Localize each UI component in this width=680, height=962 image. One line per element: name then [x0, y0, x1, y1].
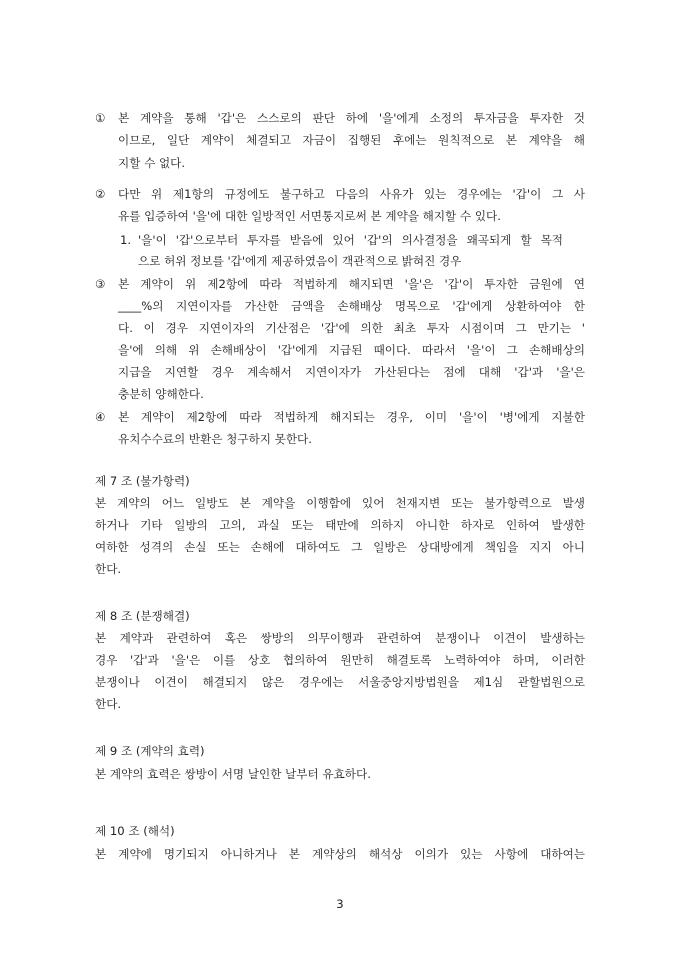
article-heading: 제 7 조 (불가항력): [95, 474, 190, 488]
clause-text-line: 으로 허위 정보를 '갑'에게 제공하였음이 객관적으로 밝혀진 경우: [138, 254, 462, 268]
clause-text-line: ____%의 지연이자를 가산한 금액을 손해배상 명목으로 '갑'에게 상환하여야 한: [118, 299, 585, 313]
article-heading: 제 9 조 (계약의 효력): [95, 744, 205, 758]
clause-marker: 1.: [120, 233, 132, 247]
clause-text-line: 지할 수 없다.: [118, 156, 186, 170]
article-text-line: 본 계약과 관련하여 혹은 쌍방의 의무이행과 관련하여 분쟁이나 이견이 발생하는: [95, 631, 585, 645]
clause-text-line: 유치수수료의 반환은 청구하지 못한다.: [118, 432, 312, 446]
article-text-line: 분쟁이나 이견이 해결되지 않은 경우에는 서울중앙지방법원을 제1심 관할법원으로: [95, 675, 585, 689]
page-number: 3: [336, 897, 344, 911]
clause-text-line: 본 계약을 통해 '갑'은 스스로의 판단 하에 '을'에게 소정의 투자금을 투자한 것: [118, 111, 585, 125]
clause-text-line: 충분히 양해한다.: [118, 387, 204, 401]
clause-marker: ①: [95, 111, 106, 125]
clause-text-line: 본 계약이 제2항에 따라 적법하게 해지되는 경우, 이미 '을'이 '병'에게 지불한: [118, 410, 585, 424]
clause-text-line: 본 계약이 위 제2항에 따라 적법하게 해지되면 '을'은 '갑'이 투자한 금원에 연: [118, 277, 585, 291]
clause-text-line: 다만 위 제1항의 규정에도 불구하고 다음의 사유가 있는 경우에는 '갑'이 그 사: [118, 187, 585, 201]
article-text-line: 본 계약의 효력은 쌍방이 서명 날인한 날부터 유효하다.: [95, 767, 371, 781]
clause-text-line: 지급을 지연할 경우 계속해서 지연이자가 가산된다는 점에 대해 '갑'과 '을'은: [118, 365, 585, 379]
article-heading: 제 8 조 (분쟁해결): [95, 609, 190, 623]
clause-marker: ②: [95, 187, 106, 201]
clause-text-line: 다. 이 경우 지연이자의 기산점은 '갑'에 의한 최초 투자 시점이며 그 만기는 ': [118, 321, 585, 335]
article-text-line: 본 계약의 어느 일방도 본 계약을 이행함에 있어 천재지변 또는 불가항력으로 발생: [95, 496, 585, 510]
article-text-line: 한다.: [95, 697, 122, 711]
clause-text-line: '을'이 '갑'으로부터 투자를 받음에 있어 '갑'의 의사결정을 왜곡되게 할 목적: [138, 233, 563, 247]
clause-text-line: 유를 입증하여 '을'에 대한 일방적인 서면통지로써 본 계약을 해지할 수 있다.: [118, 209, 501, 223]
clause-marker: ③: [95, 277, 106, 291]
article-text-line: 본 계약에 명기되지 아니하거나 본 계약상의 해석상 이의가 있는 사항에 대하여는: [95, 847, 585, 861]
clause-marker: ④: [95, 410, 106, 424]
clause-text-line: 이므로, 일단 계약이 체결되고 자금이 집행된 후에는 원칙적으로 본 계약을 해: [118, 133, 585, 147]
article-heading: 제 10 조 (해석): [95, 824, 175, 838]
article-text-line: 여하한 성격의 손실 또는 손해에 대하여도 그 일방은 상대방에게 책임을 지지 아니: [95, 540, 585, 554]
clause-text-line: 을'에 의해 위 손해배상이 '갑'에게 지급된 때이다. 따라서 '을'이 그 손해배상의: [118, 343, 585, 357]
article-text-line: 한다.: [95, 562, 122, 576]
article-text-line: 하거나 기타 일방의 고의, 과실 또는 태만에 의하지 아니한 하자로 인하여 발생한: [95, 518, 585, 532]
article-text-line: 경우 '갑'과 '을'은 이를 상호 협의하여 원만히 해결토록 노력하여야 하며, 이러한: [95, 653, 585, 667]
